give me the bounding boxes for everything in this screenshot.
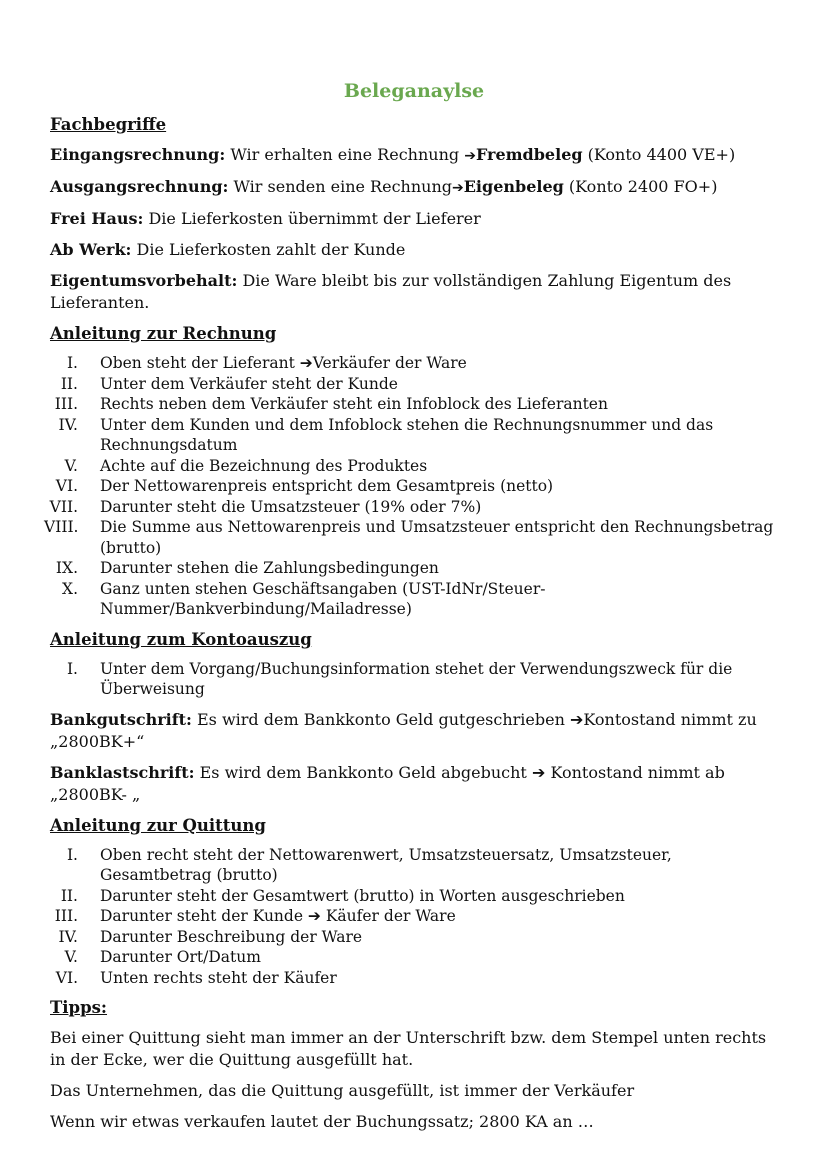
term: Eigentumsvorbehalt: [50,271,238,290]
heading-fachbegriffe: Fachbegriffe [50,115,167,134]
arrow-icon: ➔ [452,180,464,196]
item-text: Ganz unten stehen Geschäftsangaben (UST-IdNr/Steuer-Nummer/Bankverbindung/Mailadresse) [100,579,546,618]
term: Frei Haus: [50,209,144,228]
item-number: II. [60,374,78,393]
def-eingangsrechnung [50,144,778,167]
list-item [50,968,778,989]
item-number: VII. [49,497,78,516]
list-item [50,394,778,415]
item-text: Darunter Beschreibung der Ware [100,927,363,946]
list-item [50,456,778,477]
list-rechnung [44,353,778,620]
page-title: Beleganaylse [343,80,485,102]
item-text: Die Summe aus Nettowarenpreis und Umsatzsteuer entspricht den Rechnungsbetrag (brutto) [100,518,774,557]
list-item [50,497,778,518]
document-page [44,78,778,1142]
item-number: IX. [55,559,78,577]
item-text: Darunter stehen die Zahlungsbedingungen [100,559,439,577]
list-item [50,415,778,456]
term: Ausgangsrechnung: [50,177,229,196]
term-result: Fremdbeleg [475,145,583,164]
item-number: I. [66,354,78,372]
heading-kontoauszug: Anleitung zum Kontoauszug [50,629,312,649]
list-item [50,927,778,948]
tipp-paragraph: Bei einer Quittung sieht man immer an der Unterschrift bzw. dem Stempel unten rechts in der Ecke, wer die Quittung ausgefüllt hat. [50,1028,767,1069]
item-number: I. [66,659,78,678]
def-tail: (Konto 2400 FO+) [563,177,718,196]
list-item [50,906,778,927]
item-number: X. [62,579,78,598]
item-text: Unter dem Vorgang/Buchungsinformation stehet der Verwendungszweck für die Überweisung [100,659,733,698]
item-number: II. [60,886,78,905]
list-item [50,579,778,620]
item-number: I. [66,845,78,864]
list-item [50,353,778,374]
list-item [50,659,778,700]
list-quittung [50,845,778,989]
heading-tipps: Tipps: [50,998,108,1017]
item-number: VIII. [44,518,79,536]
item-number: VI. [55,477,78,495]
term: Eingangsrechnung: [50,145,226,164]
item-number: III. [54,395,78,413]
item-number: IV. [58,927,78,946]
term: Banklastschrift: [50,762,195,782]
def-text: Es wird dem Bankkonto Geld gutgeschrieben ➔Kontostand nimmt zu „2800BK+“ [50,709,757,751]
list-item [50,558,778,579]
list-item [50,845,778,886]
heading-quittung: Anleitung zur Quittung [50,815,266,835]
list-item [50,476,778,497]
def-eigentumsvorbehalt [50,270,778,314]
def-bankgutschrift [50,709,778,753]
arrow-icon: ➔ [464,148,476,164]
def-ausgangsrechnung [50,176,778,199]
list-item [50,374,778,395]
item-text: Darunter steht die Umsatzsteuer (19% oder 7%) [100,497,482,516]
item-number: III. [54,907,78,925]
heading-rechnung: Anleitung zur Rechnung [50,324,277,343]
list-item [50,886,778,907]
item-text: Oben recht steht der Nettowarenwert, Umsatzsteuersatz, Umsatzsteuer, Gesamtbetrag (brutto) [100,845,672,884]
item-text: Oben steht der Lieferant ➔Verkäufer der Ware [100,354,467,372]
def-frei-haus [50,208,778,230]
item-text: Unter dem Kunden und dem Infoblock stehen die Rechnungsnummer und das Rechnungsdatum [100,415,714,454]
def-text: Die Lieferkosten zahlt der Kunde [131,240,406,259]
def-tail: (Konto 4400 VE+) [582,145,736,164]
item-number: V. [64,948,78,966]
item-number: VI. [55,968,78,987]
term-result: Eigenbeleg [463,177,564,196]
item-text: Unten rechts steht der Käufer [100,968,337,987]
def-text: Die Lieferkosten übernimmt der Lieferer [143,209,481,228]
list-item [50,947,778,968]
item-number: IV. [58,415,78,434]
item-text: Rechts neben dem Verkäufer steht ein Infoblock des Lieferanten [100,395,608,413]
def-text: Wir erhalten eine Rechnung [225,145,465,164]
list-kontoauszug [50,659,778,700]
item-text: Achte auf die Bezeichnung des Produktes [100,456,428,475]
term: Ab Werk: [50,240,132,259]
def-banklastschrift [50,762,778,806]
term: Bankgutschrift: [50,709,192,729]
item-text: Unter dem Verkäufer steht der Kunde [100,374,398,393]
item-number: V. [64,456,78,475]
item-text: Darunter Ort/Datum [100,948,261,966]
def-text: Es wird dem Bankkonto Geld abgebucht ➔ Kontostand nimmt ab „2800BK- „ [50,762,725,804]
tipp-paragraph: Wenn wir etwas verkaufen lautet der Buchungssatz; 2800 KA an … [50,1112,594,1131]
item-text: Der Nettowarenpreis entspricht dem Gesamtpreis (netto) [100,477,554,495]
def-ab-werk [50,239,778,261]
item-text: Darunter steht der Kunde ➔ Käufer der Ware [100,907,456,925]
item-text: Darunter steht der Gesamtwert (brutto) in Worten ausgeschrieben [100,886,625,905]
def-text: Wir senden eine Rechnung [228,177,452,196]
list-item [44,517,778,558]
def-text: Die Ware bleibt bis zur vollständigen Zahlung Eigentum des Lieferanten. [50,271,732,312]
tipp-paragraph: Das Unternehmen, das die Quittung ausgefüllt, ist immer der Verkäufer [50,1081,635,1100]
